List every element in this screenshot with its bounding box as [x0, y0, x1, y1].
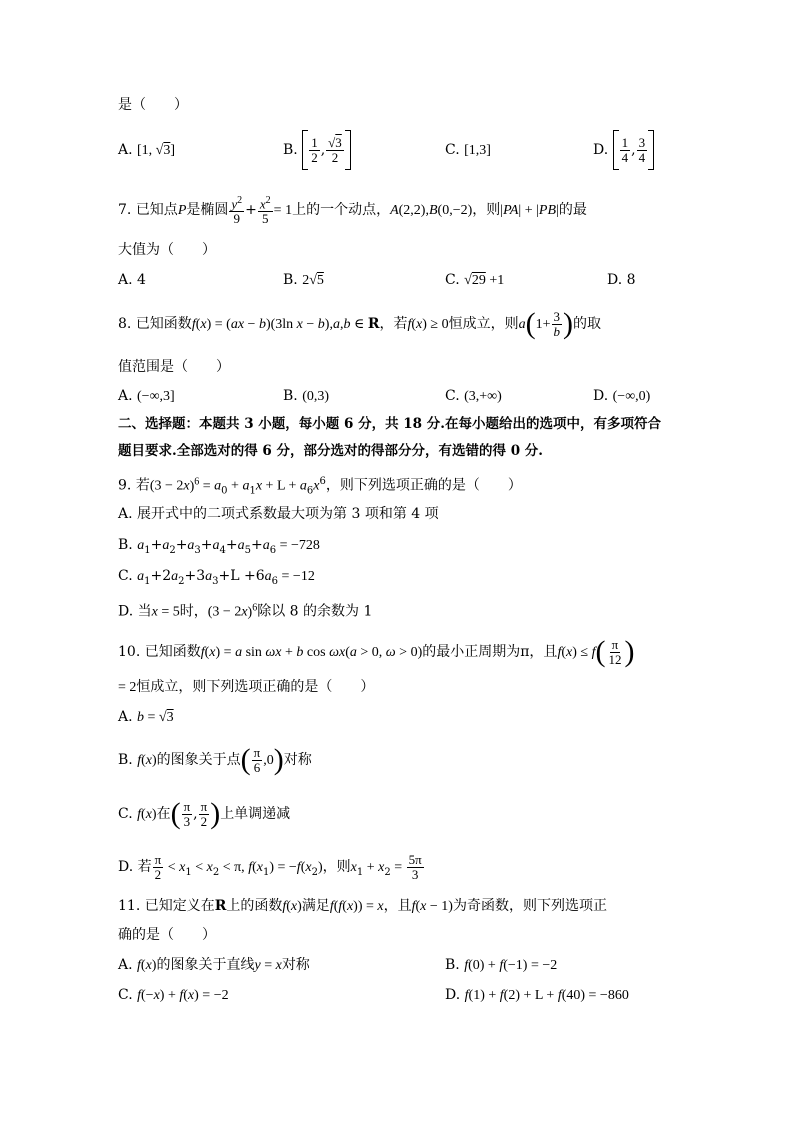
q8-option-d: D. (−∞,0): [593, 388, 651, 404]
section-2-heading-line2: 题目要求.全部选对的得 6 分，部分选对的得部分分，有选错的得 0 分.: [118, 443, 543, 459]
q6-option-a: A. [1, √3]: [118, 142, 176, 158]
q10-stem: 10. 已知函数f(x) = a sin ωx + b cos ωx(a > 0, ω > 0)的最小正周期为π，且f(x) ≤ f( $\frac{\pi}{12}$ ): [118, 635, 635, 668]
q11-stem: 11. 已知定义在R上的函数f(x)满足f(f(x)) = x，且f(x − 1)为奇函数，则下列选项正: [118, 898, 607, 914]
section-2-heading: 二、选择题：本题共 3 小题，每小题 6 分，共 18 分.在每小题给出的选项中，有多项符合: [118, 416, 661, 432]
q11-option-b: B. f(0) + f(−1) = −2: [445, 957, 558, 973]
q8-option-a: A. (−∞,3]: [118, 388, 175, 404]
q6-option-b: B. $\frac{1}{2}$ , $\frac{√3}{2}$: [283, 128, 351, 172]
q8-stem: 8. 已知函数f(x) = (ax − b)(3ln x − b),a,b ∈ R，若f(x) ≥ 0恒成立，则a(1+ $\frac{3}{b}$ )的取: [118, 307, 602, 340]
q9-option-c: C. $a_1+2a_2+3a_3+L +6a_6 = -12$: [118, 568, 315, 587]
q9-option-a: A. 展开式中的二项式系数最大项为第 3 项和第 4 项: [118, 506, 439, 522]
option-label: D.: [593, 142, 609, 158]
q6-stem-tail: 是（ ）: [118, 97, 188, 113]
q10-stem-line2: = 2恒成立，则下列选项正确的是（ ）: [118, 679, 375, 695]
q11-option-a: A. f(x)的图象关于直线y = x对称: [118, 957, 310, 973]
q6-option-c: C. [1,3]: [445, 142, 491, 158]
q7-option-b: B. 2√5: [283, 272, 324, 288]
option-label: A.: [118, 142, 133, 158]
q10-option-c: C. f(x)在( $\frac{\pi}{3}$ , $\frac{\pi}{2}$ )上单调递减: [118, 797, 291, 830]
q10-option-b: B. f(x)的图象关于点( $\frac{\pi}{6}$ ,0)对称: [118, 743, 312, 776]
q9-option-b: B. $a_1+a_2+a_3+a_4+a_5+a_6 = -728$: [118, 537, 320, 556]
q9-stem: 9. 若$(3 - 2x)^6 = a_0 + a_1x + L + a_6x^6$，则下列选项正确的是（ ）: [118, 476, 522, 497]
q8-stem-line2: 值范围是（ ）: [118, 359, 230, 375]
q10-option-a: A. b = √3: [118, 709, 174, 725]
q11-option-c: C. f(−x) + f(x) = −2: [118, 987, 229, 1003]
q7-stem: 7. 已知点P是椭圆 $\frac{y^2}{9}$ + $\frac{x^2}{5}$ = 1上的一个动点，A(2,2),B(0,−2)，则|PA| + |PB|的最: [118, 194, 587, 227]
option-label: C.: [445, 142, 460, 158]
q11-option-d: D. f(1) + f(2) + L + f(40) = −860: [445, 987, 629, 1003]
q7-option-a: A. 4: [118, 272, 146, 288]
q10-option-d: D. 若 $\frac{\pi}{2}$ < $x_1 < x_2 < \pi$, $f(x_1) = -f(x_2)$，则$x_1 + x_2$ = $\frac{5\pi}{3}$: [118, 851, 422, 882]
q6-option-d: D. $\frac{1}{4}$ , $\frac{3}{4}$: [593, 128, 654, 172]
q7-option-d: D. 8: [607, 272, 636, 288]
q11-stem-line2: 确的是（ ）: [118, 927, 216, 943]
q8-option-c: C. (3,+∞): [445, 388, 502, 404]
option-label: B.: [283, 142, 298, 158]
q8-option-b: B. (0,3): [283, 388, 330, 404]
q7-option-c: C. √29 +1: [445, 272, 505, 288]
q9-option-d: D. 当x = 5时，$(3 - 2x)^6$除以 8 的余数为 1: [118, 602, 373, 620]
q7-stem-line2: 大值为（ ）: [118, 242, 216, 258]
